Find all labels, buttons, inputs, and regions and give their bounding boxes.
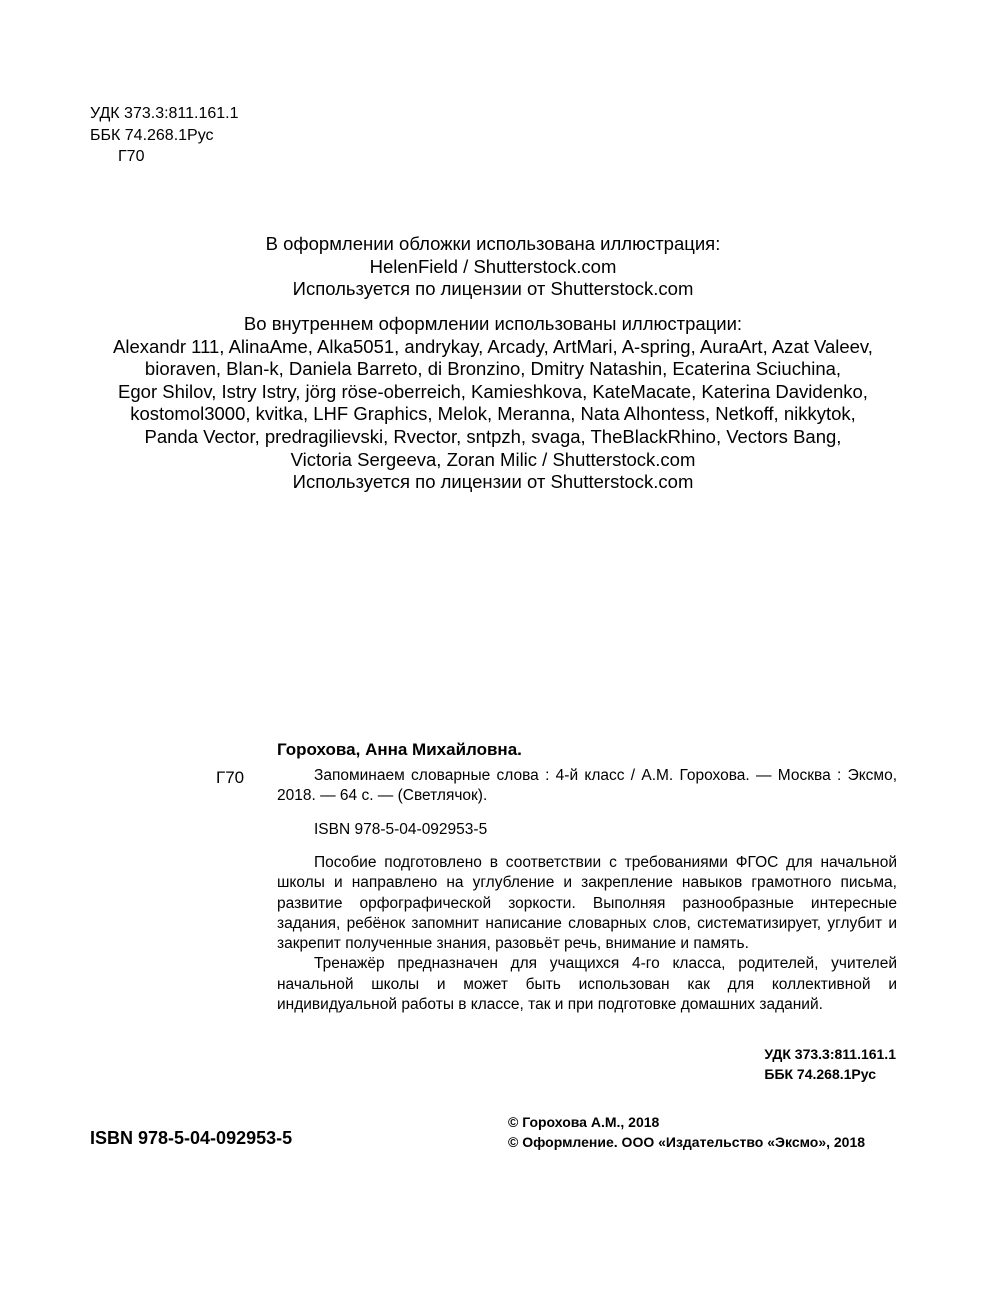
copyright-line: © Горохова А.М., 2018 [508,1114,660,1130]
catalog-codes [764,1044,896,1084]
isbn-footer: ISBN 978-5-04-092953-5 [90,1128,293,1148]
bbk-code: ББК 74.268.1Рус [764,1066,876,1082]
bbk-code: ББК 74.268.1Рус [90,126,214,144]
classification-codes [90,103,239,168]
cover-illustration-credits [60,233,926,301]
catalog-abstract [277,853,897,1015]
author-mark: Г70 [118,148,145,165]
copyright-block [508,1112,865,1152]
credit-line: Egor Shilov, Istry Istry, jörg röse-oberreich, Kamieshkova, KateMacate, Katerina Davidenko, [118,380,868,402]
udk-code: УДК 373.3:811.161.1 [90,105,239,122]
credit-line: bioraven, Blan-k, Daniela Barreto, di Bronzino, Dmitry Natashin, Ecaterina Sciuchina, [144,358,842,380]
credit-line: Victoria Sergeeva, Zoran Milic / Shutterstock.com [290,448,696,470]
catalog-isbn: ISBN 978-5-04-092953-5 [314,821,488,838]
catalog-title: Запоминаем словарные слова : 4-й класс / А.М. Горохова. — Москва : Эксмо, 2018. — 64 с. — (Светлячок). [277,767,897,805]
abstract-paragraph: Тренажёр предназначен для учащихся 4-го класса, родителей, учителей начальной школы и может быть использован как для коллективной и индивидуальной работы в классе, так и при подготовке домашних заданий. [277,955,897,1014]
credit-line: В оформлении обложки использована иллюстрация: [265,233,721,254]
abstract-paragraph: Пособие подготовлено в соответствии с требованиями ФГОС для начальной школы и направлено на углубление и закрепление навыков грамотного письма, развитие орфографической зоркости. Выполняя разнообразные интересные задания, ребёнок запомнит написание словарных слов, систематизирует, углубит и закрепит полученные знания, разовьёт речь, внимание и память. [277,854,897,953]
udk-code: УДК 373.3:811.161.1 [764,1046,896,1062]
inner-illustration-credits [60,313,926,494]
copyright-line: © Оформление. ООО «Издательство «Эксмо», 2018 [508,1134,866,1150]
catalog-author: Горохова, Анна Михайловна. [277,740,522,759]
credit-line: Alexandr 111, AlinaAme, Alka5051, andrykay, Arcady, ArtMari, A-spring, AuraArt, Azat Valeev, [113,335,873,357]
credit-line: HelenField / Shutterstock.com [369,255,617,277]
credit-line: Panda Vector, predragilievski, Rvector, sntpzh, svaga, TheBlackRhino, Vectors Bang, [144,425,842,447]
credit-line: kostomol3000, kvitka, LHF Graphics, Melok, Meranna, Nata Alhontess, Netkoff, nikkytok, [130,403,856,425]
credit-line: Используется по лицензии от Shutterstock.com [292,278,694,300]
credit-line: Во внутреннем оформлении использованы иллюстрации: [243,313,743,334]
credit-line: Используется по лицензии от Shutterstock.com [292,471,694,493]
catalog-author-mark: Г70 [216,768,245,787]
